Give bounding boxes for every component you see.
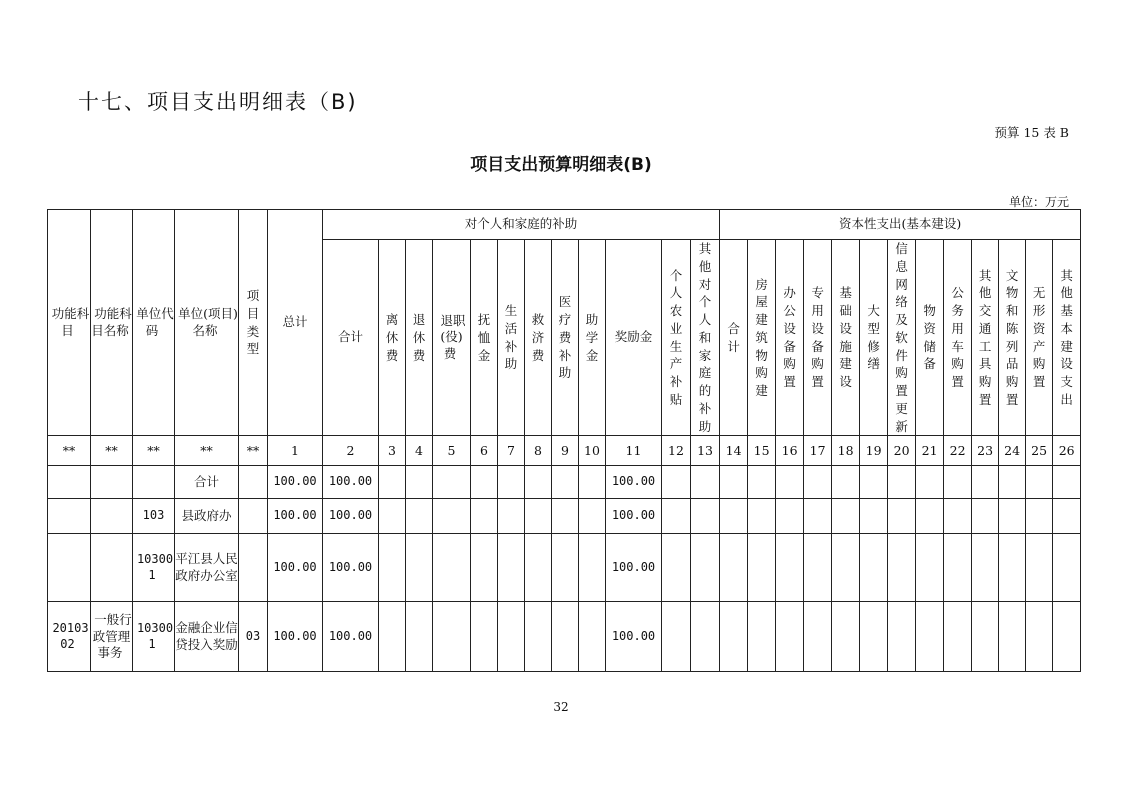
column-index-cell: 7 [498, 436, 525, 466]
cell-empty [691, 534, 720, 602]
cell-project-type: 03 [239, 602, 268, 672]
cell-empty [525, 499, 552, 534]
cell-empty [748, 466, 776, 499]
budget-table [47, 209, 1081, 672]
header-capital-col: 公务用车购置 [944, 240, 972, 436]
header-personal-col: 救济费 [525, 240, 552, 436]
column-index-cell: 19 [860, 436, 888, 466]
cell-empty [433, 534, 471, 602]
cell-empty [552, 534, 579, 602]
header-personal-col: 离休费 [379, 240, 406, 436]
cell-empty [525, 466, 552, 499]
header-capital-col: 大型修缮 [860, 240, 888, 436]
cell-empty [944, 499, 972, 534]
cell-personal-total: 100.00 [323, 534, 379, 602]
cell-empty [944, 534, 972, 602]
column-index-cell: 24 [999, 436, 1026, 466]
column-index-cell: ** [91, 436, 133, 466]
cell-unit-code: 103001 [133, 602, 175, 672]
cell-empty [552, 466, 579, 499]
cell-empty [579, 534, 606, 602]
header-group-capital: 资本性支出(基本建设) [720, 210, 1081, 240]
cell-empty [972, 602, 999, 672]
table-row [48, 466, 1081, 499]
cell-empty [888, 534, 916, 602]
header-personal-col: 退休费 [406, 240, 433, 436]
column-index-cell: 4 [406, 436, 433, 466]
cell-empty [804, 499, 832, 534]
cell-empty [691, 466, 720, 499]
cell-unit-code [133, 466, 175, 499]
cell-empty [860, 534, 888, 602]
column-index-cell: 10 [579, 436, 606, 466]
column-index-cell: 8 [525, 436, 552, 466]
cell-empty [748, 602, 776, 672]
cell-personal-total: 100.00 [323, 466, 379, 499]
cell-empty [999, 466, 1026, 499]
cell-total: 100.00 [268, 534, 323, 602]
cell-empty [433, 602, 471, 672]
cell-project-type [239, 534, 268, 602]
form-number: 预算 15 表 B [994, 125, 1069, 140]
cell-empty [379, 466, 406, 499]
column-index-cell: 12 [662, 436, 691, 466]
cell-func-name [91, 466, 133, 499]
cell-empty [662, 534, 691, 602]
column-index-cell: ** [239, 436, 268, 466]
header-personal-reward: 奖励金 [606, 240, 662, 436]
cell-empty [1026, 534, 1053, 602]
cell-project-type [239, 466, 268, 499]
cell-func-code: 2010302 [48, 602, 91, 672]
cell-reward: 100.00 [606, 534, 662, 602]
cell-empty [916, 534, 944, 602]
header-personal-col: 医疗费补助 [552, 240, 579, 436]
cell-empty [1026, 602, 1053, 672]
cell-empty [888, 499, 916, 534]
column-index-cell: 6 [471, 436, 498, 466]
cell-empty [860, 466, 888, 499]
column-index-cell: 5 [433, 436, 471, 466]
header-personal-col: 其他对个人和家庭的补助 [691, 240, 720, 436]
cell-empty [691, 499, 720, 534]
cell-empty [498, 602, 525, 672]
cell-empty [379, 602, 406, 672]
cell-empty [776, 499, 804, 534]
cell-empty [916, 602, 944, 672]
header-personal-col: 退职(役)费 [433, 240, 471, 436]
header-capital-col: 物资储备 [916, 240, 944, 436]
header-capital-col: 文物和陈列品购置 [999, 240, 1026, 436]
cell-total: 100.00 [268, 602, 323, 672]
cell-empty [1053, 466, 1081, 499]
cell-empty [498, 466, 525, 499]
cell-empty [471, 466, 498, 499]
header-unit-code: 单位代码 [133, 210, 175, 436]
cell-empty [379, 499, 406, 534]
cell-empty [888, 602, 916, 672]
column-index-cell: 17 [804, 436, 832, 466]
header-project-type: 项目类型 [239, 210, 268, 436]
column-index-cell: 20 [888, 436, 916, 466]
cell-unit-name: 金融企业信贷投入奖励 [175, 602, 239, 672]
header-personal-col: 助学金 [579, 240, 606, 436]
cell-empty [579, 602, 606, 672]
column-index-cell: 2 [323, 436, 379, 466]
header-unit-name: 单位(项目)名称 [175, 210, 239, 436]
header-func-subject: 功能科目 [48, 210, 91, 436]
cell-func-name: 一般行政管理事务 [91, 602, 133, 672]
column-index-row [48, 436, 1081, 466]
cell-empty [579, 466, 606, 499]
cell-unit-code: 103 [133, 499, 175, 534]
cell-empty [662, 499, 691, 534]
column-index-cell: 14 [720, 436, 748, 466]
cell-total: 100.00 [268, 499, 323, 534]
column-index-cell: 1 [268, 436, 323, 466]
cell-empty [916, 466, 944, 499]
header-personal-col: 生活补助 [498, 240, 525, 436]
header-group-personal: 对个人和家庭的补助 [323, 210, 720, 240]
cell-empty [552, 602, 579, 672]
cell-empty [433, 466, 471, 499]
cell-empty [1053, 499, 1081, 534]
table-title: 项目支出预算明细表(B) [470, 155, 652, 175]
cell-empty [832, 602, 860, 672]
table-row [48, 534, 1081, 602]
cell-empty [804, 466, 832, 499]
section-heading: 十七、项目支出明细表（B) [78, 90, 358, 114]
column-index-cell: 16 [776, 436, 804, 466]
cell-empty [471, 534, 498, 602]
cell-empty [720, 602, 748, 672]
cell-empty [944, 466, 972, 499]
cell-unit-code: 103001 [133, 534, 175, 602]
header-capital-col: 其他基本建设支出 [1053, 240, 1081, 436]
header-total: 总计 [268, 210, 323, 436]
cell-empty [972, 499, 999, 534]
cell-total: 100.00 [268, 466, 323, 499]
header-capital-col: 信息网络及软件购置更新 [888, 240, 916, 436]
table-row [48, 499, 1081, 534]
cell-reward: 100.00 [606, 499, 662, 534]
cell-personal-total: 100.00 [323, 499, 379, 534]
column-index-cell: 11 [606, 436, 662, 466]
header-capital-col: 无形资产购置 [1026, 240, 1053, 436]
header-capital-col: 其他交通工具购置 [972, 240, 999, 436]
cell-empty [498, 534, 525, 602]
cell-empty [776, 534, 804, 602]
cell-empty [406, 499, 433, 534]
cell-empty [832, 466, 860, 499]
cell-empty [1026, 499, 1053, 534]
cell-empty [552, 499, 579, 534]
header-capital-col: 办公设备购置 [776, 240, 804, 436]
cell-empty [662, 602, 691, 672]
page-number: 32 [553, 700, 569, 714]
header-group-row [48, 210, 1081, 240]
column-index-cell: 23 [972, 436, 999, 466]
cell-empty [579, 499, 606, 534]
cell-empty [406, 602, 433, 672]
cell-func-code [48, 534, 91, 602]
cell-func-name [91, 499, 133, 534]
cell-empty [804, 534, 832, 602]
cell-empty [662, 466, 691, 499]
cell-empty [999, 602, 1026, 672]
cell-empty [525, 602, 552, 672]
cell-empty [776, 602, 804, 672]
cell-empty [691, 602, 720, 672]
column-index-cell: ** [48, 436, 91, 466]
cell-empty [888, 466, 916, 499]
header-personal-col: 抚恤金 [471, 240, 498, 436]
cell-empty [720, 499, 748, 534]
cell-empty [944, 602, 972, 672]
cell-empty [471, 499, 498, 534]
cell-reward: 100.00 [606, 602, 662, 672]
cell-empty [1053, 534, 1081, 602]
header-capital-total: 合计 [720, 240, 748, 436]
cell-empty [433, 499, 471, 534]
cell-empty [972, 534, 999, 602]
cell-empty [525, 534, 552, 602]
table-row [48, 602, 1081, 672]
cell-empty [498, 499, 525, 534]
cell-empty [999, 534, 1026, 602]
cell-empty [804, 602, 832, 672]
cell-unit-name: 合计 [175, 466, 239, 499]
cell-empty [406, 534, 433, 602]
header-capital-col: 房屋建筑物购建 [748, 240, 776, 436]
column-index-cell: ** [175, 436, 239, 466]
cell-empty [379, 534, 406, 602]
header-func-subject-name: 功能科目名称 [91, 210, 133, 436]
cell-empty [860, 602, 888, 672]
header-capital-col: 专用设备购置 [804, 240, 832, 436]
cell-empty [748, 499, 776, 534]
cell-personal-total: 100.00 [323, 602, 379, 672]
column-index-cell: ** [133, 436, 175, 466]
cell-empty [1053, 602, 1081, 672]
cell-project-type [239, 499, 268, 534]
cell-empty [776, 466, 804, 499]
cell-empty [999, 499, 1026, 534]
column-index-cell: 25 [1026, 436, 1053, 466]
cell-func-code [48, 499, 91, 534]
column-index-cell: 21 [916, 436, 944, 466]
cell-empty [972, 466, 999, 499]
cell-empty [860, 499, 888, 534]
cell-func-name [91, 534, 133, 602]
cell-empty [832, 534, 860, 602]
column-index-cell: 13 [691, 436, 720, 466]
cell-empty [471, 602, 498, 672]
cell-reward: 100.00 [606, 466, 662, 499]
header-personal-total: 合计 [323, 240, 379, 436]
column-index-cell: 22 [944, 436, 972, 466]
header-personal-col: 个人农业生产补贴 [662, 240, 691, 436]
column-index-cell: 26 [1053, 436, 1081, 466]
cell-func-code [48, 466, 91, 499]
header-capital-col: 基础设施建设 [832, 240, 860, 436]
cell-empty [406, 466, 433, 499]
cell-empty [720, 534, 748, 602]
column-index-cell: 18 [832, 436, 860, 466]
cell-empty [832, 499, 860, 534]
cell-empty [720, 466, 748, 499]
cell-empty [1026, 466, 1053, 499]
cell-unit-name: 县政府办 [175, 499, 239, 534]
column-index-cell: 9 [552, 436, 579, 466]
cell-empty [916, 499, 944, 534]
column-index-cell: 15 [748, 436, 776, 466]
cell-empty [748, 534, 776, 602]
column-index-cell: 3 [379, 436, 406, 466]
cell-unit-name: 平江县人民政府办公室 [175, 534, 239, 602]
unit-label: 单位：万元 [1008, 195, 1069, 209]
